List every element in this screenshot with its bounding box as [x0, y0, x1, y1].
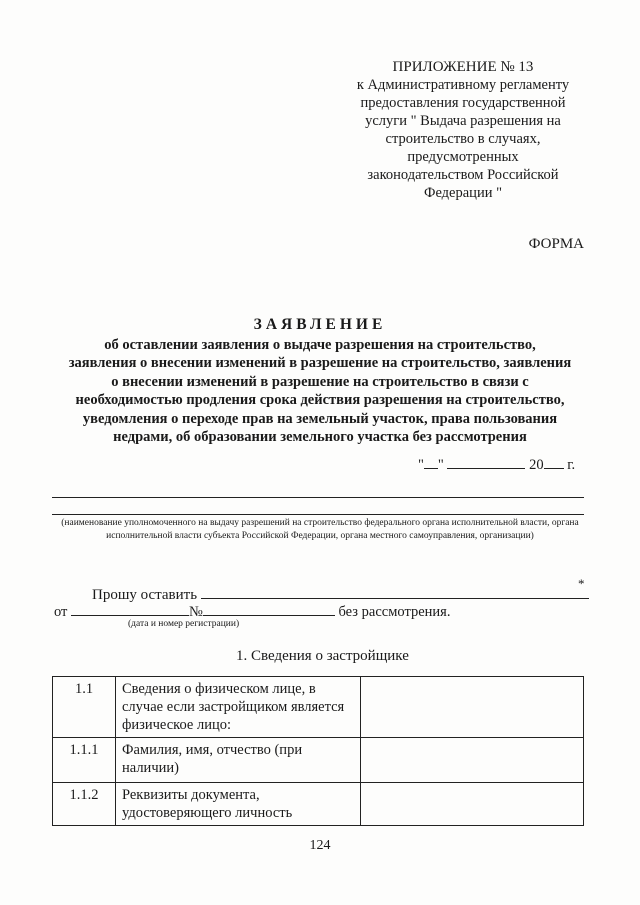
row-number: 1.1.2	[53, 783, 116, 826]
table-row	[53, 783, 584, 826]
day-field[interactable]	[424, 455, 438, 469]
registration-line	[54, 602, 450, 621]
heading-line: заявления о внесении изменений в разрешение на строительство, заявления	[68, 355, 572, 371]
table-row	[53, 677, 584, 738]
row-label: Фамилия, имя, отчество (при наличии)	[116, 738, 361, 783]
year-field[interactable]	[544, 455, 564, 469]
heading-line: недрами, об образовании земельного участка без рассмотрения	[113, 429, 527, 445]
year-prefix: 20	[529, 457, 544, 473]
appendix-line: предоставления государственной	[360, 95, 566, 111]
registration-date-field[interactable]	[71, 602, 189, 616]
row-number: 1.1.1	[53, 738, 116, 783]
row-value-cell[interactable]	[361, 677, 584, 738]
number-sign: №	[189, 604, 203, 620]
asterisk: *	[578, 576, 585, 591]
date-quote-open: "	[418, 457, 424, 473]
from-label: от	[54, 604, 68, 620]
appendix-title: ПРИЛОЖЕНИЕ № 13	[392, 59, 534, 75]
appendix-line: к Административному регламенту	[356, 77, 570, 93]
row-label: Сведения о физическом лице, в случае если застройщиком является физическое лицо:	[116, 677, 361, 738]
form-label: ФОРМА	[528, 236, 584, 252]
request-text: Прошу оставить	[92, 587, 198, 603]
date-quote-close: "	[437, 457, 444, 473]
row-number: 1.1	[53, 677, 116, 738]
registration-number-field[interactable]	[203, 602, 335, 616]
without-review-text: без рассмотрения.	[338, 604, 451, 620]
appendix-line: законодательством Российской	[367, 167, 559, 183]
heading-line: о внесении изменений в разрешение на строительство в связи с	[111, 373, 529, 390]
request-subject-field[interactable]	[201, 585, 589, 599]
appendix-line: строительство в случаях,	[385, 131, 541, 147]
date-line	[418, 455, 575, 474]
heading-line: необходимостью продления срока действия разрешения на строительство,	[75, 392, 565, 408]
authority-caption: (наименование уполномоченного на выдачу разрешений на строительство федерального органа исполнительной власти, органа исполнительной власти субъекта Российской Федерации, органа местного самоуправления, организации)	[61, 518, 579, 541]
section-title: 1. Сведения о застройщике	[236, 648, 409, 664]
registration-caption: (дата и номер регистрации)	[128, 619, 240, 629]
heading-line: уведомления о переходе прав на земельный участок, права пользования	[82, 410, 558, 427]
row-value-cell[interactable]	[361, 783, 584, 826]
page-number: 124	[309, 838, 331, 853]
month-field[interactable]	[447, 455, 525, 469]
table-row	[53, 738, 584, 783]
heading-title: ЗАЯВЛЕНИЕ	[253, 316, 387, 333]
row-label: Реквизиты документа, удостоверяющего личность	[116, 783, 361, 826]
appendix-line: Федерации "	[423, 185, 503, 201]
year-suffix: г.	[567, 457, 576, 473]
appendix-line: услуги " Выдача разрешения на	[365, 113, 561, 129]
developer-info-table	[52, 676, 584, 826]
authority-name-field-2[interactable]	[52, 514, 584, 515]
authority-name-field[interactable]	[52, 497, 584, 498]
appendix-block	[340, 58, 586, 202]
row-value-cell[interactable]	[361, 738, 584, 783]
heading-line: об оставлении заявления о выдаче разрешения на строительство,	[104, 336, 536, 353]
appendix-line: предусмотренных	[407, 149, 519, 165]
document-heading	[50, 316, 590, 447]
